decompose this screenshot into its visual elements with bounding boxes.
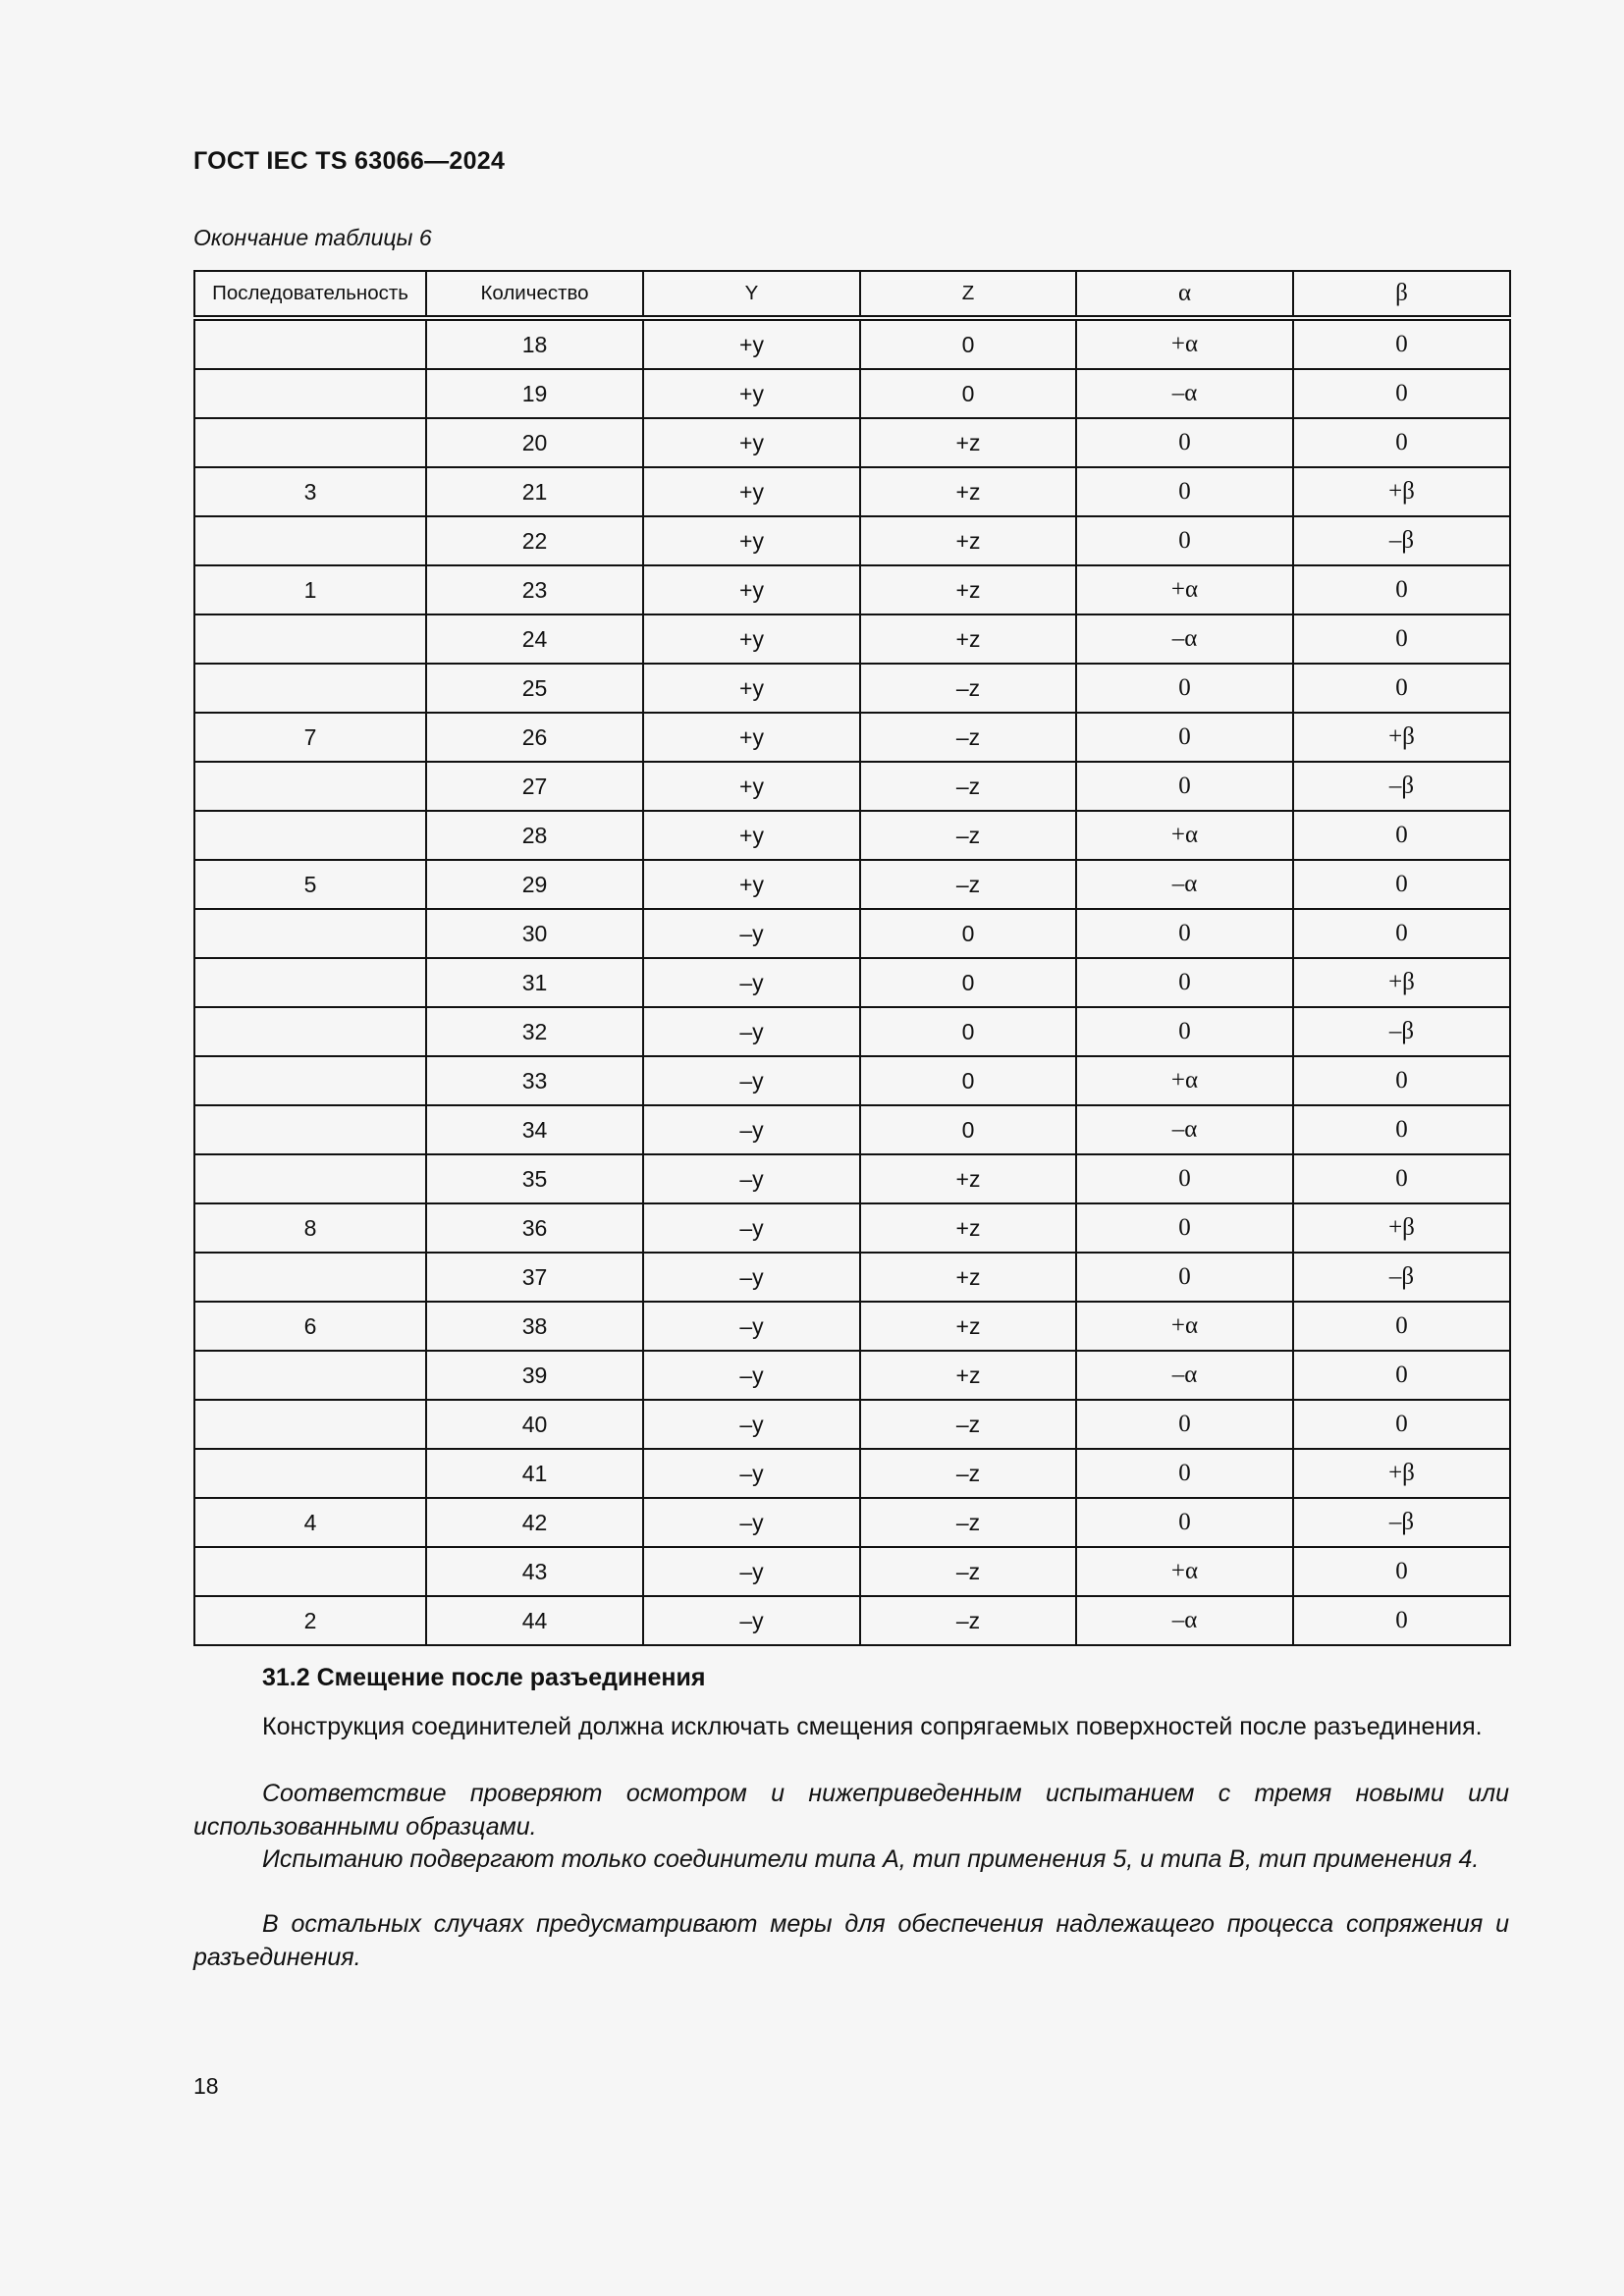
- table-row: [194, 1302, 1510, 1351]
- cell-y: –y: [643, 1449, 860, 1498]
- cell-alpha: +α: [1076, 1302, 1293, 1351]
- cell-sequence: [194, 418, 426, 467]
- cell-beta: +β: [1293, 958, 1510, 1007]
- cell-quantity: 31: [426, 958, 643, 1007]
- cell-sequence: 3: [194, 467, 426, 516]
- cell-z: –z: [860, 762, 1076, 811]
- cell-beta: –β: [1293, 1253, 1510, 1302]
- table-row: [194, 1007, 1510, 1056]
- cell-y: +y: [643, 614, 860, 664]
- cell-z: –z: [860, 1596, 1076, 1645]
- cell-z: 0: [860, 1105, 1076, 1154]
- cell-z: +z: [860, 1154, 1076, 1203]
- col-header-beta: β: [1293, 271, 1510, 318]
- cell-beta: 0: [1293, 1400, 1510, 1449]
- cell-y: –y: [643, 1007, 860, 1056]
- cell-z: –z: [860, 1498, 1076, 1547]
- cell-alpha: 0: [1076, 1203, 1293, 1253]
- cell-y: –y: [643, 1596, 860, 1645]
- cell-beta: +β: [1293, 1203, 1510, 1253]
- cell-z: –z: [860, 811, 1076, 860]
- cell-alpha: –α: [1076, 1596, 1293, 1645]
- table-body: [194, 318, 1510, 1645]
- table-row: [194, 467, 1510, 516]
- cell-quantity: 34: [426, 1105, 643, 1154]
- table-row: [194, 1596, 1510, 1645]
- table-row: [194, 614, 1510, 664]
- cell-sequence: 5: [194, 860, 426, 909]
- cell-y: –y: [643, 1154, 860, 1203]
- cell-y: +y: [643, 762, 860, 811]
- cell-z: –z: [860, 1400, 1076, 1449]
- cell-alpha: 0: [1076, 762, 1293, 811]
- cell-beta: –β: [1293, 1498, 1510, 1547]
- cell-alpha: 0: [1076, 1154, 1293, 1203]
- table-row: [194, 1056, 1510, 1105]
- cell-quantity: 25: [426, 664, 643, 713]
- cell-quantity: 29: [426, 860, 643, 909]
- cell-quantity: 22: [426, 516, 643, 565]
- cell-sequence: [194, 318, 426, 369]
- cell-alpha: 0: [1076, 1253, 1293, 1302]
- cell-sequence: 1: [194, 565, 426, 614]
- cell-sequence: [194, 1056, 426, 1105]
- table-row: [194, 1105, 1510, 1154]
- table-row: [194, 565, 1510, 614]
- cell-quantity: 28: [426, 811, 643, 860]
- cell-sequence: [194, 762, 426, 811]
- cell-z: –z: [860, 713, 1076, 762]
- cell-y: +y: [643, 369, 860, 418]
- cell-y: –y: [643, 1302, 860, 1351]
- cell-beta: 0: [1293, 1596, 1510, 1645]
- cell-quantity: 41: [426, 1449, 643, 1498]
- cell-quantity: 23: [426, 565, 643, 614]
- cell-y: –y: [643, 1056, 860, 1105]
- cell-z: +z: [860, 1302, 1076, 1351]
- cell-sequence: 6: [194, 1302, 426, 1351]
- cell-alpha: –α: [1076, 369, 1293, 418]
- cell-quantity: 36: [426, 1203, 643, 1253]
- cell-quantity: 20: [426, 418, 643, 467]
- cell-alpha: –α: [1076, 614, 1293, 664]
- cell-quantity: 43: [426, 1547, 643, 1596]
- cell-sequence: [194, 369, 426, 418]
- cell-y: +y: [643, 516, 860, 565]
- cell-y: –y: [643, 909, 860, 958]
- cell-alpha: 0: [1076, 1449, 1293, 1498]
- table-row: [194, 713, 1510, 762]
- table-row: [194, 958, 1510, 1007]
- cell-quantity: 40: [426, 1400, 643, 1449]
- cell-alpha: +α: [1076, 565, 1293, 614]
- cell-alpha: 0: [1076, 958, 1293, 1007]
- cell-beta: 0: [1293, 1547, 1510, 1596]
- cell-z: 0: [860, 958, 1076, 1007]
- cell-z: 0: [860, 369, 1076, 418]
- cell-beta: 0: [1293, 1105, 1510, 1154]
- cell-z: 0: [860, 318, 1076, 369]
- table-row: [194, 860, 1510, 909]
- section-paragraph: В остальных случаях предусматривают меры для обеспечения надлежащего процесса сопряжения и разъединения.: [193, 1910, 1509, 1971]
- cell-sequence: [194, 1449, 426, 1498]
- table-row: [194, 516, 1510, 565]
- cell-sequence: [194, 614, 426, 664]
- cell-beta: 0: [1293, 1154, 1510, 1203]
- cell-beta: 0: [1293, 909, 1510, 958]
- cell-alpha: 0: [1076, 418, 1293, 467]
- cell-alpha: +α: [1076, 1056, 1293, 1105]
- cell-beta: –β: [1293, 1007, 1510, 1056]
- cell-quantity: 27: [426, 762, 643, 811]
- cell-y: –y: [643, 1105, 860, 1154]
- cell-y: +y: [643, 565, 860, 614]
- table-row: [194, 1154, 1510, 1203]
- cell-y: +y: [643, 811, 860, 860]
- cell-sequence: [194, 1007, 426, 1056]
- col-header-y: Y: [643, 271, 860, 318]
- cell-y: –y: [643, 958, 860, 1007]
- table-row: [194, 369, 1510, 418]
- page-number: 18: [193, 2073, 219, 2099]
- cell-alpha: 0: [1076, 664, 1293, 713]
- cell-z: +z: [860, 1253, 1076, 1302]
- cell-quantity: 18: [426, 318, 643, 369]
- cell-y: +y: [643, 713, 860, 762]
- cell-y: –y: [643, 1547, 860, 1596]
- cell-y: –y: [643, 1498, 860, 1547]
- cell-alpha: 0: [1076, 516, 1293, 565]
- cell-alpha: +α: [1076, 811, 1293, 860]
- col-header-sequence: Последовательность: [194, 271, 426, 318]
- cell-z: –z: [860, 860, 1076, 909]
- cell-y: +y: [643, 860, 860, 909]
- cell-beta: 0: [1293, 664, 1510, 713]
- cell-beta: –β: [1293, 516, 1510, 565]
- table-caption: Окончание таблицы 6: [193, 225, 432, 250]
- section-title: 31.2 Смещение после разъединения: [262, 1664, 706, 1691]
- cell-y: +y: [643, 467, 860, 516]
- cell-quantity: 32: [426, 1007, 643, 1056]
- cell-sequence: [194, 1547, 426, 1596]
- cell-y: +y: [643, 418, 860, 467]
- cell-sequence: [194, 1154, 426, 1203]
- cell-z: –z: [860, 1547, 1076, 1596]
- cell-quantity: 38: [426, 1302, 643, 1351]
- table-row: [194, 1203, 1510, 1253]
- cell-beta: +β: [1293, 713, 1510, 762]
- cell-quantity: 21: [426, 467, 643, 516]
- cell-alpha: +α: [1076, 1547, 1293, 1596]
- cell-alpha: 0: [1076, 1400, 1293, 1449]
- cell-beta: 0: [1293, 614, 1510, 664]
- section-paragraph: Конструкция соединителей должна исключать смещения сопрягаемых поверхностей после разъединения.: [262, 1713, 1483, 1740]
- col-header-quantity: Количество: [426, 271, 643, 318]
- cell-quantity: 44: [426, 1596, 643, 1645]
- cell-quantity: 19: [426, 369, 643, 418]
- cell-beta: 0: [1293, 369, 1510, 418]
- cell-alpha: –α: [1076, 1105, 1293, 1154]
- table-row: [194, 1253, 1510, 1302]
- cell-z: 0: [860, 1007, 1076, 1056]
- displacement-table: [193, 270, 1511, 1646]
- cell-quantity: 30: [426, 909, 643, 958]
- cell-beta: 0: [1293, 811, 1510, 860]
- cell-quantity: 37: [426, 1253, 643, 1302]
- cell-y: +y: [643, 664, 860, 713]
- table-row: [194, 1400, 1510, 1449]
- cell-z: 0: [860, 909, 1076, 958]
- section-paragraph: Соответствие проверяют осмотром и нижеприведенным испытанием с тремя новыми или использованными образцами.: [193, 1780, 1509, 1841]
- cell-beta: 0: [1293, 318, 1510, 369]
- table-row: [194, 318, 1510, 369]
- cell-z: +z: [860, 614, 1076, 664]
- cell-quantity: 39: [426, 1351, 643, 1400]
- cell-sequence: [194, 958, 426, 1007]
- cell-sequence: [194, 1400, 426, 1449]
- cell-beta: –β: [1293, 762, 1510, 811]
- cell-sequence: 8: [194, 1203, 426, 1253]
- cell-z: –z: [860, 1449, 1076, 1498]
- cell-sequence: [194, 1253, 426, 1302]
- cell-alpha: 0: [1076, 1007, 1293, 1056]
- section-paragraph: Испытанию подвергают только соединители типа А, тип применения 5, и типа В, тип применения 4.: [262, 1845, 1480, 1873]
- cell-alpha: 0: [1076, 467, 1293, 516]
- table-header-row: [194, 271, 1510, 318]
- table-row: [194, 418, 1510, 467]
- cell-sequence: [194, 1351, 426, 1400]
- cell-beta: 0: [1293, 860, 1510, 909]
- cell-beta: 0: [1293, 1056, 1510, 1105]
- cell-alpha: –α: [1076, 860, 1293, 909]
- cell-z: +z: [860, 418, 1076, 467]
- cell-y: –y: [643, 1400, 860, 1449]
- cell-sequence: [194, 664, 426, 713]
- cell-beta: +β: [1293, 467, 1510, 516]
- col-header-z: Z: [860, 271, 1076, 318]
- cell-sequence: [194, 909, 426, 958]
- cell-quantity: 33: [426, 1056, 643, 1105]
- cell-z: +z: [860, 1351, 1076, 1400]
- cell-z: +z: [860, 1203, 1076, 1253]
- cell-beta: 0: [1293, 565, 1510, 614]
- table-row: [194, 1547, 1510, 1596]
- cell-alpha: –α: [1076, 1351, 1293, 1400]
- cell-beta: 0: [1293, 1351, 1510, 1400]
- cell-y: +y: [643, 318, 860, 369]
- col-header-alpha: α: [1076, 271, 1293, 318]
- table-row: [194, 1449, 1510, 1498]
- cell-z: +z: [860, 565, 1076, 614]
- cell-z: 0: [860, 1056, 1076, 1105]
- cell-beta: 0: [1293, 1302, 1510, 1351]
- cell-sequence: [194, 1105, 426, 1154]
- cell-y: –y: [643, 1351, 860, 1400]
- cell-sequence: 4: [194, 1498, 426, 1547]
- cell-y: –y: [643, 1203, 860, 1253]
- table-row: [194, 762, 1510, 811]
- cell-quantity: 35: [426, 1154, 643, 1203]
- cell-quantity: 24: [426, 614, 643, 664]
- table-row: [194, 664, 1510, 713]
- cell-alpha: 0: [1076, 1498, 1293, 1547]
- cell-beta: 0: [1293, 418, 1510, 467]
- table-row: [194, 909, 1510, 958]
- cell-z: +z: [860, 467, 1076, 516]
- cell-z: +z: [860, 516, 1076, 565]
- cell-y: –y: [643, 1253, 860, 1302]
- document-header: ГОСТ IEC TS 63066—2024: [193, 147, 506, 175]
- cell-alpha: 0: [1076, 713, 1293, 762]
- cell-alpha: +α: [1076, 318, 1293, 369]
- cell-sequence: [194, 516, 426, 565]
- cell-sequence: [194, 811, 426, 860]
- table-row: [194, 1351, 1510, 1400]
- cell-alpha: 0: [1076, 909, 1293, 958]
- cell-z: –z: [860, 664, 1076, 713]
- cell-sequence: 7: [194, 713, 426, 762]
- cell-beta: +β: [1293, 1449, 1510, 1498]
- cell-quantity: 42: [426, 1498, 643, 1547]
- cell-quantity: 26: [426, 713, 643, 762]
- table-row: [194, 1498, 1510, 1547]
- table-row: [194, 811, 1510, 860]
- cell-sequence: 2: [194, 1596, 426, 1645]
